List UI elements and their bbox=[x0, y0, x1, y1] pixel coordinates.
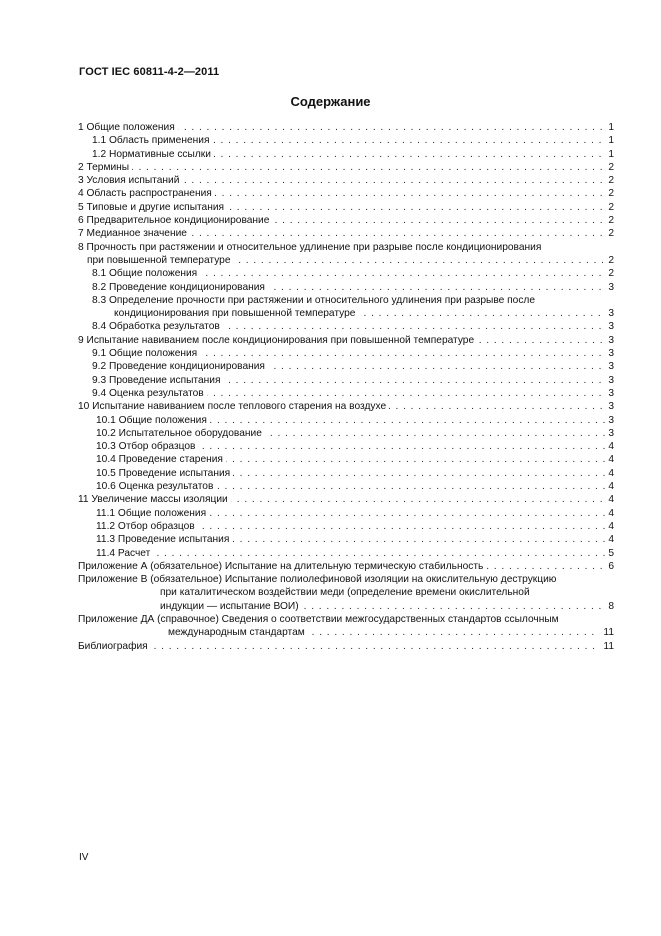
toc-entry-title: 7 Медианное значение bbox=[78, 228, 190, 239]
toc-entry[interactable] bbox=[78, 161, 614, 174]
toc-entry[interactable] bbox=[78, 360, 614, 373]
toc-entry[interactable] bbox=[78, 427, 614, 440]
toc-entry-title: 8.4 Обработка результатов bbox=[92, 321, 223, 332]
toc-entry[interactable] bbox=[78, 148, 614, 161]
toc-entry-title: индукции — испытание ВОИ) bbox=[160, 601, 302, 612]
toc-entry[interactable] bbox=[78, 613, 614, 626]
toc-entry-page: 4 bbox=[605, 533, 614, 546]
toc-entry[interactable] bbox=[78, 547, 614, 560]
toc-entry[interactable] bbox=[78, 440, 614, 453]
toc-entry-page: 3 bbox=[605, 347, 614, 360]
toc-entry-page: 2 bbox=[605, 267, 614, 280]
toc-entry-title: 10.5 Проведение испытания bbox=[96, 468, 233, 479]
toc-entry-title: 11.3 Проведение испытания bbox=[96, 534, 232, 545]
toc-entry-page: 2 bbox=[605, 214, 614, 227]
toc-entry-title: 8 Прочность при растяжении и относительное удлинение при разрыве после кондиционирования bbox=[78, 242, 544, 253]
toc-entry-page: 3 bbox=[605, 400, 614, 413]
toc-entry-title: 1.2 Нормативные ссылки bbox=[92, 149, 214, 160]
toc-entry-page: 8 bbox=[605, 600, 614, 613]
toc-entry-title: 8.1 Общие положения bbox=[92, 268, 200, 279]
toc-entry[interactable] bbox=[78, 414, 614, 427]
toc-entry-page: 5 bbox=[605, 547, 614, 560]
toc-entry-title: 9.3 Проведение испытания bbox=[92, 375, 223, 386]
toc-entry-title: 10.1 Общие положения bbox=[96, 415, 210, 426]
toc-entry[interactable] bbox=[78, 134, 614, 147]
toc-entry-title: 9.1 Общие положения bbox=[92, 348, 200, 359]
toc-entry-title: 8.2 Проведение кондиционирования bbox=[92, 282, 268, 293]
toc-entry-page: 3 bbox=[605, 374, 614, 387]
toc-entry-title: при каталитическом воздействии меди (определение времени окислительной bbox=[160, 587, 533, 598]
toc-entry[interactable] bbox=[78, 453, 614, 466]
toc-entry-title: 3 Условия испытаний bbox=[78, 175, 182, 186]
toc-entry-title: 1 Общие положения bbox=[78, 122, 178, 133]
toc-entry-page: 3 bbox=[605, 307, 614, 320]
toc-entry[interactable] bbox=[78, 387, 614, 400]
toc-entry-title: кондиционирования при повышенной температуре bbox=[114, 308, 358, 319]
toc-entry-page: 11 bbox=[600, 626, 614, 639]
toc-entry[interactable] bbox=[78, 267, 614, 280]
toc-entry[interactable] bbox=[78, 507, 614, 520]
toc-entry[interactable] bbox=[78, 320, 614, 333]
toc-entry-title: международным стандартам bbox=[168, 627, 308, 638]
toc-entry[interactable] bbox=[78, 334, 614, 347]
toc-entry-page: 3 bbox=[605, 360, 614, 373]
toc-entry[interactable] bbox=[78, 294, 614, 307]
toc-entry-page: 4 bbox=[605, 440, 614, 453]
toc-entry-title: 9.2 Проведение кондиционирования bbox=[92, 361, 268, 372]
table-of-contents bbox=[78, 121, 614, 653]
toc-entry-title: 1.1 Область применения bbox=[92, 135, 212, 146]
toc-entry-title: 10.4 Проведение старения bbox=[96, 454, 226, 465]
toc-entry-title: 2 Термины bbox=[78, 162, 132, 173]
toc-entry-page: 3 bbox=[605, 320, 614, 333]
toc-entry-title: при повышенной температуре bbox=[87, 255, 234, 266]
toc-entry[interactable] bbox=[78, 573, 614, 586]
toc-entry-title: 8.3 Определение прочности при растяжении и относительного удлинения при разрыве после bbox=[92, 295, 538, 306]
toc-entry-page: 2 bbox=[605, 254, 614, 267]
toc-entry[interactable] bbox=[78, 254, 614, 267]
contents-title: Содержание bbox=[290, 94, 371, 109]
toc-entry[interactable] bbox=[78, 347, 614, 360]
toc-entry-page: 2 bbox=[605, 201, 614, 214]
toc-entry-title: 6 Предварительное кондиционирование bbox=[78, 215, 272, 226]
toc-entry[interactable] bbox=[78, 480, 614, 493]
toc-entry-page: 6 bbox=[605, 560, 614, 573]
toc-entry[interactable] bbox=[78, 600, 614, 613]
toc-entry-page: 2 bbox=[605, 174, 614, 187]
toc-entry-title: Приложение ДА (справочное) Сведения о соответствии межгосударственных стандартов ссылочным bbox=[78, 614, 562, 625]
toc-entry-page: 1 bbox=[605, 121, 614, 134]
toc-entry-page: 4 bbox=[605, 507, 614, 520]
toc-entry-title: 5 Типовые и другие испытания bbox=[78, 202, 227, 213]
toc-entry-title: 11 Увеличение массы изоляции bbox=[78, 494, 231, 505]
toc-entry[interactable] bbox=[78, 533, 614, 546]
toc-entry[interactable] bbox=[78, 586, 614, 599]
toc-entry-title: 11.1 Общие положения bbox=[96, 508, 209, 519]
toc-entry[interactable] bbox=[78, 201, 614, 214]
toc-entry[interactable] bbox=[78, 493, 614, 506]
toc-entry-page: 2 bbox=[605, 161, 614, 174]
toc-entry-page: 2 bbox=[605, 187, 614, 200]
toc-entry-title: Библиография bbox=[78, 641, 151, 652]
toc-entry[interactable] bbox=[78, 467, 614, 480]
toc-entry[interactable] bbox=[78, 227, 614, 240]
page-number: IV bbox=[79, 852, 89, 863]
toc-entry-page: 4 bbox=[605, 453, 614, 466]
toc-entry-title: 11.2 Отбор образцов bbox=[96, 521, 198, 532]
toc-entry[interactable] bbox=[78, 560, 614, 573]
toc-entry-title: 10 Испытание навиванием после теплового старения на воздухе bbox=[78, 401, 389, 412]
toc-entry-title: 9 Испытание навиванием после кондиционирования при повышенной температуре bbox=[78, 335, 477, 346]
toc-entry-page: 3 bbox=[605, 427, 614, 440]
toc-entry-title: 9.4 Оценка результатов bbox=[92, 388, 207, 399]
toc-entry-page: 4 bbox=[605, 493, 614, 506]
toc-entry-page: 3 bbox=[605, 387, 614, 400]
toc-entry[interactable] bbox=[78, 241, 614, 254]
toc-entry[interactable] bbox=[78, 640, 614, 653]
toc-entry-page: 4 bbox=[605, 520, 614, 533]
toc-entry[interactable] bbox=[78, 307, 614, 320]
toc-entry-title: 10.2 Испытательное оборудование bbox=[96, 428, 265, 439]
toc-entry-title: 4 Область распространения bbox=[78, 188, 215, 199]
toc-entry[interactable] bbox=[78, 374, 614, 387]
document-code: ГОСТ IEC 60811-4-2—2011 bbox=[79, 66, 220, 78]
toc-entry-title: 10.3 Отбор образцов bbox=[96, 441, 198, 452]
toc-entry-page: 4 bbox=[605, 467, 614, 480]
toc-entry-page: 4 bbox=[605, 480, 614, 493]
toc-entry[interactable] bbox=[78, 400, 614, 413]
toc-entry[interactable] bbox=[78, 281, 614, 294]
toc-entry[interactable] bbox=[78, 174, 614, 187]
toc-entry[interactable] bbox=[78, 121, 614, 134]
toc-entry-page: 2 bbox=[605, 227, 614, 240]
toc-entry-page: 1 bbox=[605, 134, 614, 147]
toc-entry[interactable] bbox=[78, 187, 614, 200]
toc-entry-title: Приложение А (обязательное) Испытание на длительную термическую стабильность bbox=[78, 561, 486, 572]
toc-entry[interactable] bbox=[78, 626, 614, 639]
toc-entry-page: 3 bbox=[605, 334, 614, 347]
toc-entry-title: 11.4 Расчет bbox=[96, 548, 153, 559]
toc-entry-title: Приложение В (обязательное) Испытание полиолефиновой изоляции на окислительную деструкцию bbox=[78, 574, 559, 585]
toc-entry-page: 11 bbox=[600, 640, 614, 653]
toc-entry-page: 1 bbox=[605, 148, 614, 161]
toc-entry-page: 3 bbox=[605, 281, 614, 294]
toc-entry[interactable] bbox=[78, 520, 614, 533]
toc-entry[interactable] bbox=[78, 214, 614, 227]
toc-entry-title: 10.6 Оценка результатов bbox=[96, 481, 216, 492]
toc-entry-page: 3 bbox=[605, 414, 614, 427]
